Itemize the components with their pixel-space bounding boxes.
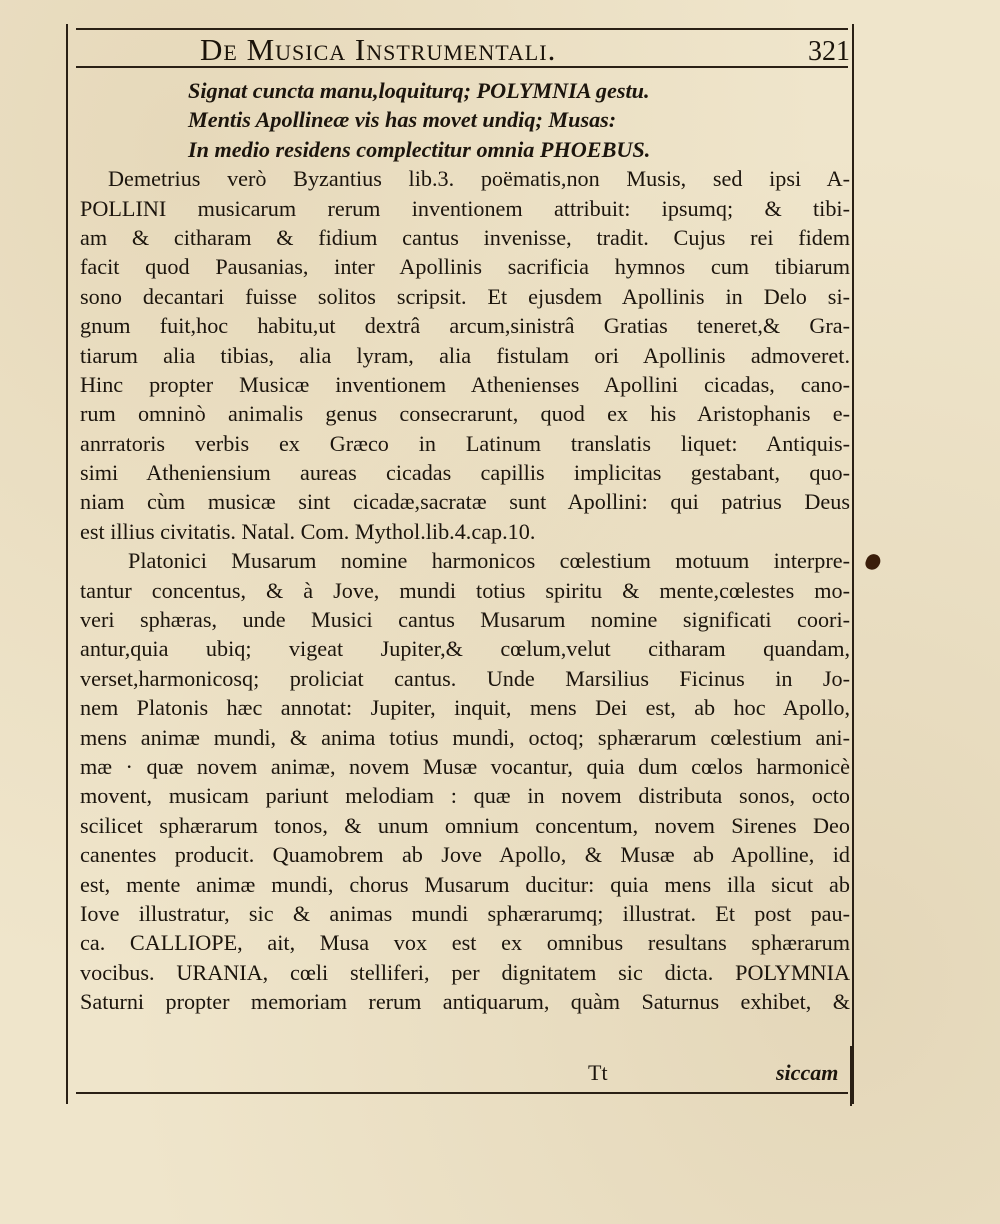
ink-blot [864, 552, 883, 572]
text-line: canentes producit. Quamobrem ab Jove Apollo, & Musæ ab Apolline, id [80, 842, 850, 868]
text-line: scilicet sphærarum tonos, & unum omnium concentum, novem Sirenes Deo [80, 812, 850, 838]
text-line: est, mente animæ mundi, chorus Musarum ducitur: quia mens illa sicut ab [80, 871, 850, 897]
footer-rule [76, 1092, 848, 1094]
text-line: vocibus. URANIA, cœli stelliferi, per dignitatem sic dicta. POLYMNIA [80, 959, 850, 985]
verse-line: Mentis Apollineæ vis has movet undiq; Musas: [188, 107, 617, 133]
text-line: movent, musicam pariunt melodiam : quæ in novem distributa sonos, octo [80, 783, 850, 809]
header-rule-top [76, 28, 848, 30]
text-line: tiarum alia tibias, alia lyram, alia fistulam ori Apollinis admoveret. [80, 342, 850, 368]
text-line: Iove illustratur, sic & animas mundi sphærarumq; illustrat. Et post pau- [80, 900, 850, 926]
text-line: POLLINI musicarum rerum inventionem attribuit: ipsumq; & tibi- [80, 195, 850, 221]
text-line: simi Atheniensium aureas cicadas capillis implicitas gestabant, quo- [80, 460, 850, 486]
text-line: verset,harmonicosq; proliciat cantus. Unde Marsilius Ficinus in Jo- [80, 665, 850, 691]
text-line: sono decantari fuisse solitos scripsit. Et ejusdem Apollinis in Delo si- [80, 283, 850, 309]
signature-mark: Tt [588, 1060, 608, 1085]
text-line: mæ · quæ novem animæ, novem Musæ vocantur, quia dum cœlos harmonicè [80, 753, 850, 779]
text-line: Hinc propter Musicæ inventionem Athenienses Apollini cicadas, cano- [80, 371, 850, 397]
text-line: anrratoris verbis ex Græco in Latinum translatis liquet: Antiquis- [80, 430, 850, 456]
verse-line: Signat cuncta manu,loquiturq; POLYMNIA gestu. [188, 78, 650, 103]
text-line: rum omninò animalis genus consecrarunt, quod ex his Aristophanis e- [80, 401, 850, 427]
text-line: nem Platonis hæc annotat: Jupiter, inquit, mens Dei est, ab hoc Apollo, [80, 695, 850, 721]
frame-edge-mark [850, 1046, 852, 1106]
text-line: Saturni propter memoriam rerum antiquarum, quàm Saturnus exhibet, & [80, 989, 850, 1015]
text-line: am & citharam & fidium cantus invenisse, tradit. Cujus rei fidem [80, 224, 850, 250]
catchword: siccam [776, 1060, 839, 1085]
text-line: est illius civitatis. Natal. Com. Mythol.lib.4.cap.10. [80, 518, 536, 544]
text-line: gnum fuit,hoc habitu,ut dextrâ arcum,sinistrâ Gratias teneret,& Gra- [80, 313, 850, 339]
verse-line: In medio residens complectitur omnia PHOEBUS. [188, 136, 651, 162]
text-line: antur,quia ubiq; vigeat Jupiter,& cœlum,velut citharam quandam, [80, 636, 850, 662]
text-line: mens animæ mundi, & anima totius mundi, octoq; sphærarum cœlestium ani- [80, 724, 850, 750]
text-line: Platonici Musarum nomine harmonicos cœlestium motuum interpre- [128, 548, 850, 574]
text-line: Demetrius verò Byzantius lib.3. poëmatis,non Musis, sed ipsi A- [108, 166, 850, 192]
text-line: niam cùm musicæ sint cicadæ,sacratæ sunt Apollini: qui patrius Deus [80, 489, 850, 515]
text-line: tantur concentus, & à Jove, mundi totius spiritu & mente,cœlestes mo- [80, 577, 850, 603]
text-line: facit quod Pausanias, inter Apollinis sacrificia hymnos cum tibiarum [80, 254, 850, 280]
running-title: De Musica Instrumentali. [200, 32, 557, 67]
body-text [80, 76, 850, 1017]
text-line: veri sphæras, unde Musici cantus Musarum nomine significati coori- [80, 607, 850, 633]
page-number: 321 [808, 36, 850, 67]
text-line: ca. CALLIOPE, ait, Musa vox est ex omnibus resultans sphærarum [80, 930, 850, 956]
